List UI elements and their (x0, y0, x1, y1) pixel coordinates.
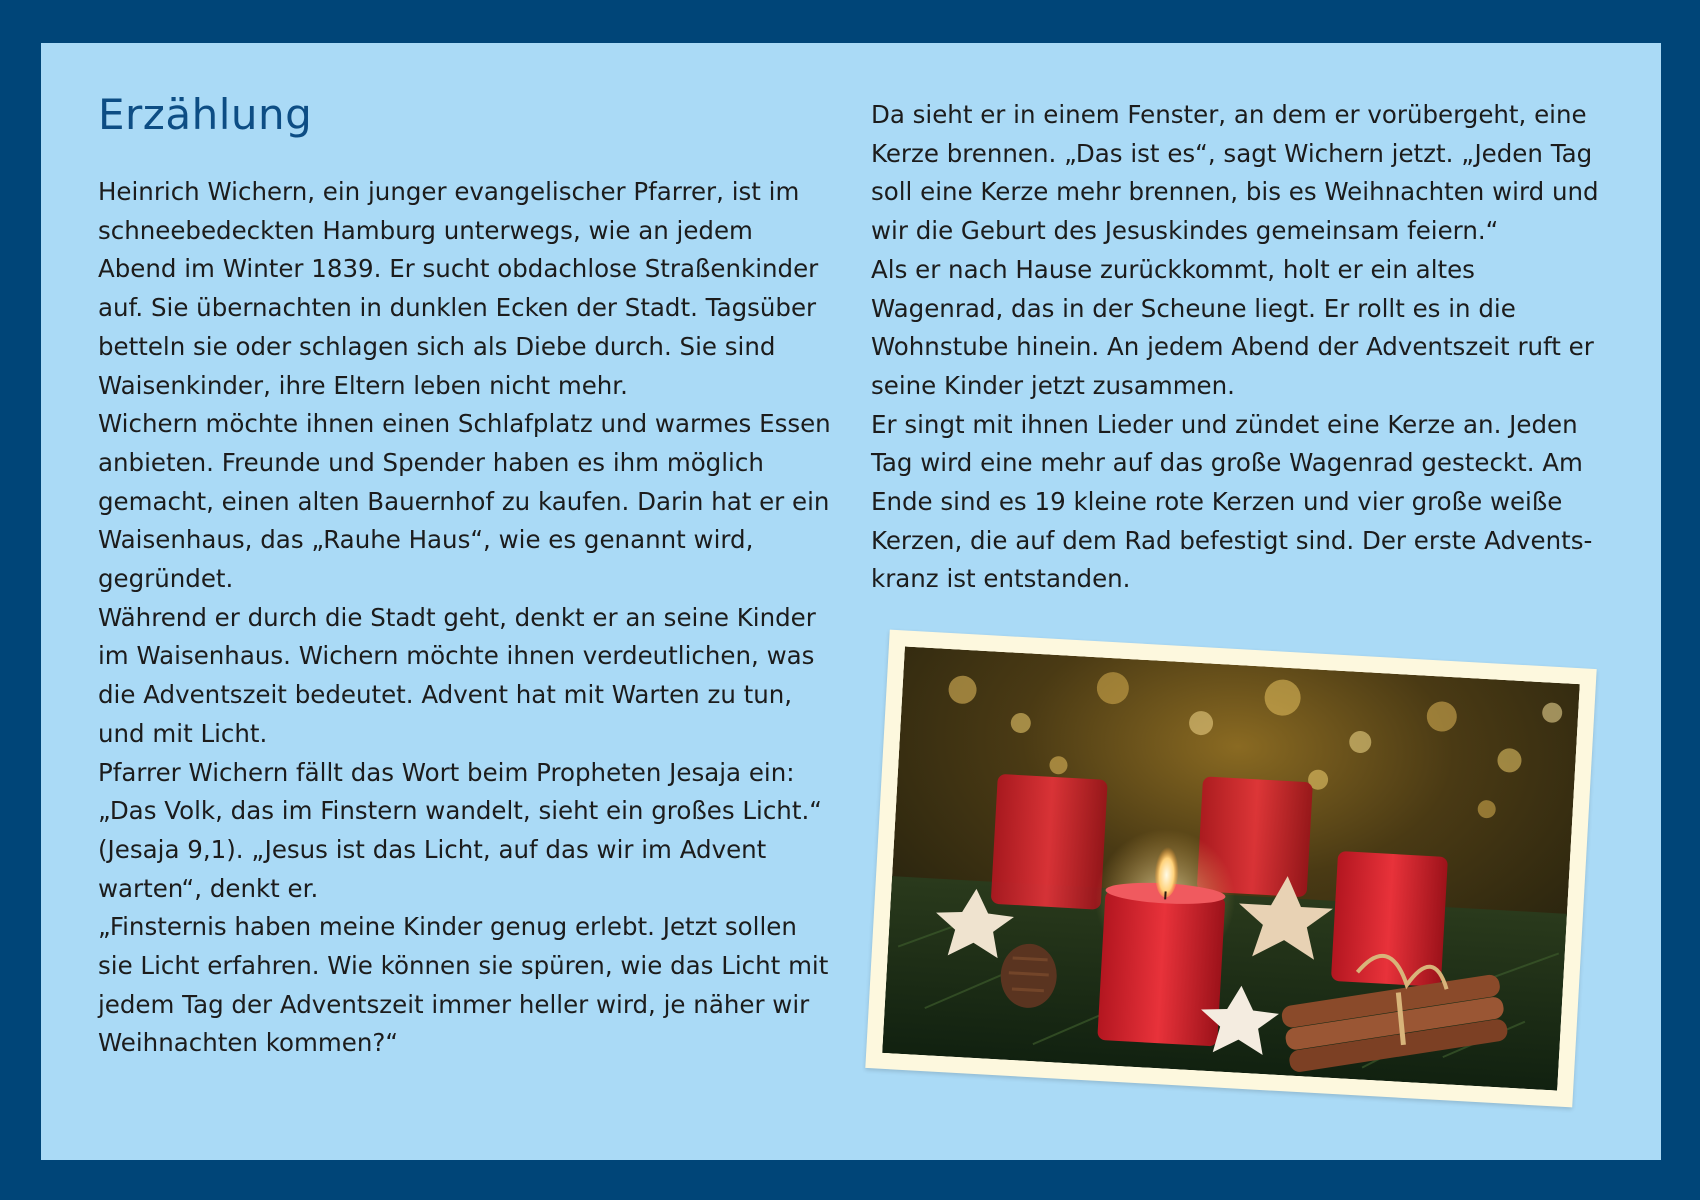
text-column-left (98, 173, 838, 1063)
text-column-right (871, 96, 1611, 599)
paragraph: Als er nach Hause zurückkommt, holt er ein altes Wagenrad, das in der Scheune liegt. Er rollt es in die Wohnstube hinein. An jedem Abend der Adventszeit ruft er seine Kinder jetzt zusammen. (871, 254, 1594, 400)
paragraph: Während er durch die Stadt geht, denkt er an seine Kinder im Waisenhaus. Wichern möchte ihnen verdeutlichen, was die Adventszeit bedeutet. Advent hat mit Warten zu tun, und mit Licht. (98, 602, 816, 748)
paragraph: Da sieht er in einem Fenster, an dem er vorübergeht, eine Kerze brennen. „Das ist es“, sagt Wichern jetzt. „Jeden Tag soll eine Kerze mehr brennen, bis es Weihnachten wird und wir die Geburt des Jesuskindes gemeinsam feiern.“ (871, 100, 1599, 246)
paragraph: Wichern möchte ihnen einen Schlafplatz und warmes Essen anbieten. Freunde und Spender haben es ihm möglich gemacht, einen alten Bauernhof zu kaufen. Darin hat er ein Waisenhaus, das „Rauhe Haus“, wie es genannt wird, gegründet. (98, 409, 831, 594)
advent-candles-photo-frame (865, 630, 1596, 1108)
paragraph: Heinrich Wichern, ein junger evangelischer Pfarrer, ist im schneebedeckten Hamburg unterwegs, wie an jedem Abend im Winter 1839. Er sucht obdachlose Straßenkinder auf. Sie übernachten in dunklen Ecken der Stadt. Tagsüber betteln sie oder schlagen sich als Diebe durch. Sie sind Waisenkinder, ihre Eltern leben nicht mehr. (98, 177, 819, 400)
page-title: Erzählung (98, 90, 313, 139)
advent-candles-photo (882, 646, 1580, 1090)
paragraph: „Finsternis haben meine Kinder genug erlebt. Jetzt sollen sie Licht erfahren. Wie können sie spüren, wie das Licht mit jedem Tag der Adventszeit immer heller wird, je näher wir Weihnachten kommen?“ (98, 912, 829, 1058)
paragraph: Pfarrer Wichern fällt das Wort beim Propheten Jesaja ein: „Das Volk, das im Finstern wandelt, sieht ein großes Licht.“ (Jesaja 9,1). „Jesus ist das Licht, auf das wir im Advent warten“, denkt er. (98, 757, 822, 903)
paragraph: Er singt mit ihnen Lieder und zündet eine Kerze an. Jeden Tag wird eine mehr auf das große Wagenrad gesteckt. Am Ende sind es 19 kleine rote Kerzen und vier große weiße Kerzen, die auf dem Rad befestigt sind. Der erste Adventskranz ist entstanden. (871, 409, 1593, 594)
